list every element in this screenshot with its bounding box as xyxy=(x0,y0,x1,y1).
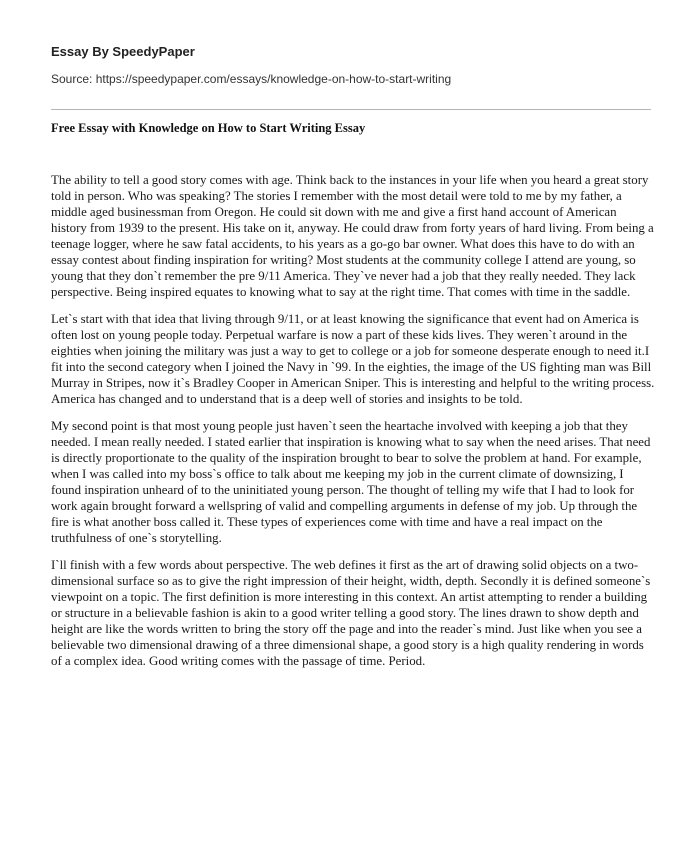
paragraph-1: The ability to tell a good story comes with age. Think back to the instances in your life when you heard a great story told in person. Who was speaking? The stories I remember with the most detail were told to me by my father, a middle aged businessman from Oregon. He could sit down with me and give a first hand account of American history from 1939 to the present. His take on it, anyway. He could draw from forty years of hard living. From being a teenage logger, where he saw fatal accidents, to his years as a go-go bar owner. What does this have to do with an essay contest about finding inspiration for writing? Most students at the community college I attend are young, so young that they don`t remember the pre 9/11 America. They`ve never had a job that they really needed. They lack perspective. Being inspired equates to knowing what to say at the right time. That comes with time in the saddle. xyxy=(51,173,654,299)
paragraph-4: I`ll finish with a few words about perspective. The web defines it first as the art of drawing solid objects on a two-dimensional surface so as to give the right impression of their height, width, depth. Secondly it is defined someone`s viewpoint on a topic. The first definition is more interesting in this context. An artist attempting to render a building or structure in a believable fashion is akin to a good writer telling a good story. The lines drawn to show depth and height are like the words written to bring the story off the page and into the reader`s mind. Just like when you see a believable two dimensional drawing of a three dimensional shape, a good story is a high quality rendering in words of a complex idea. Good writing comes with the passage of time. Period. xyxy=(51,558,651,668)
source-line: Source: https://speedypaper.com/essays/knowledge-on-how-to-start-writing xyxy=(51,72,452,86)
essay-title: Free Essay with Knowledge on How to Start Writing Essay xyxy=(51,121,366,135)
publisher-title: Essay By SpeedyPaper xyxy=(51,44,195,59)
essay-body xyxy=(51,172,655,680)
paragraph-2: Let`s start with that idea that living through 9/11, or at least knowing the significance that event had on America is often lost on young people today. Perpetual warfare is now a part of these kids lives. They weren`t around in the eighties when joining the military was just a way to get to college or a job for someone desperate enough to need it.I fit into the second category when I joined the Navy in `99. In the eighties, the image of the US fighting man was Bill Murray in Stripes, now it`s Bradley Cooper in American Sniper. This is interesting and helpful to the writing process. America has changed and to understand that is a deep well of stories and insights to be told. xyxy=(51,312,655,406)
paragraph-3: My second point is that most young people just haven`t seen the heartache involved with keeping a job that they needed. I mean really needed. I stated earlier that inspiration is knowing what to say when the need arises. That need is directly proportionate to the quality of the inspiration brought to bear to solve the problem at hand. For example, when I was called into my boss`s office to talk about me keeping my job in the current climate of downsizing, I found inspiration unheard of to the uninitiated young person. The thought of telling my wife that I had to look for work again brought forward a wellspring of valid and compelling arguments in defense of my job. Up through the fire is what another boss called it. These types of experiences come with time and have a real impact on the truthfulness of one`s storytelling. xyxy=(51,419,651,545)
header-divider xyxy=(51,109,651,110)
